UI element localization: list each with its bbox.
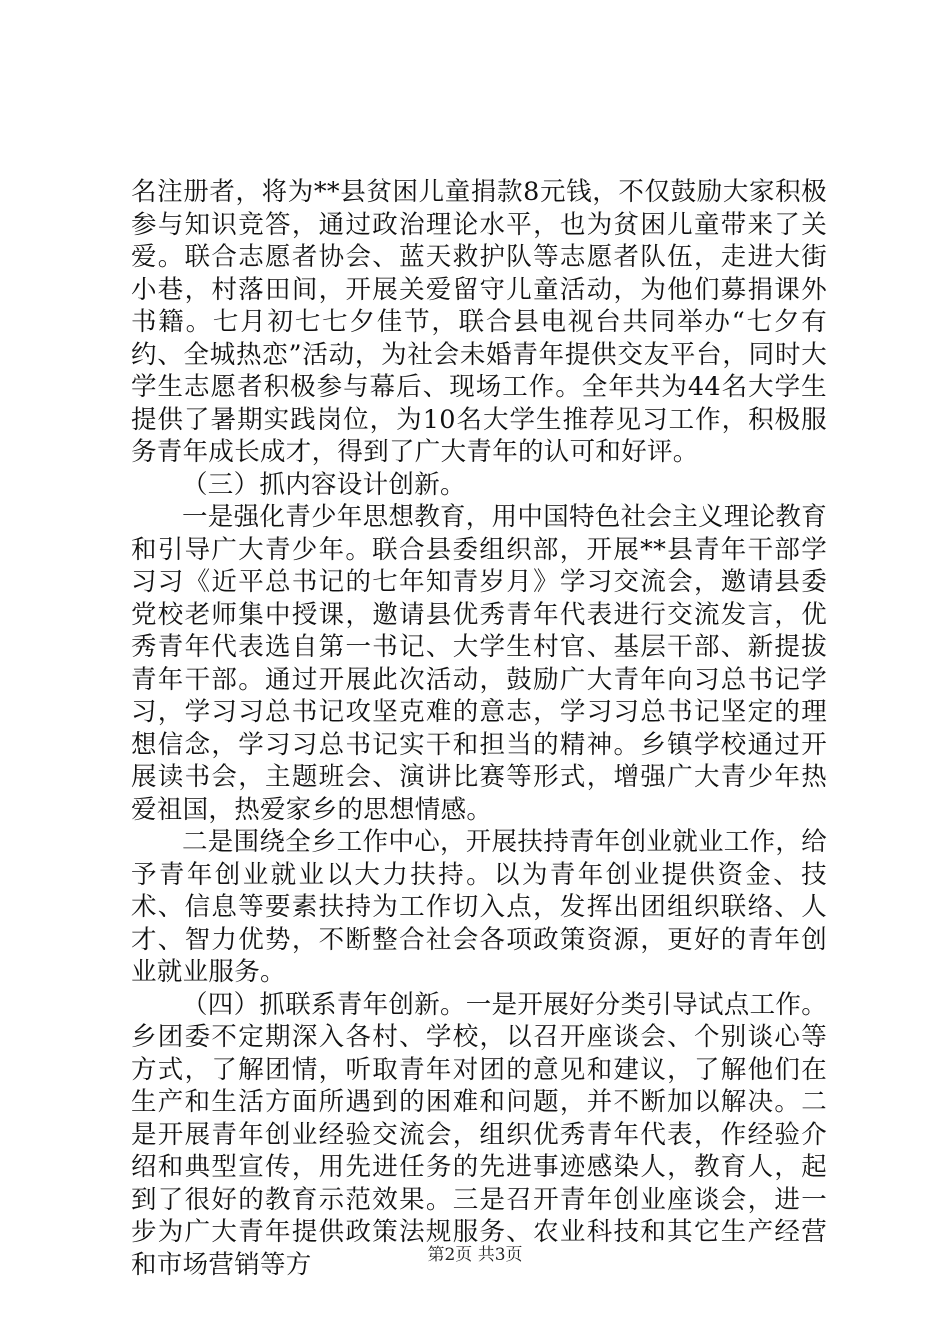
paragraph-volunteer-activities: 名注册者，将为**县贫困儿童捐款8元钱，不仅鼓励大家积极参与知识竞答，通过政治理论水平，也为贫困儿童带来了关爱。联合志愿者协会、蓝天救护队等志愿者队伍，走进大街小巷，村落田间，开展关爱留守儿童活动，为他们募捐课外书籍。七月初七七夕佳节，联合县电视台共同举办“七夕有约、全城热恋”活动，为社会未婚青年提供交友平台，同时大学生志愿者积极参与幕后、现场工作。全年共为44名大学生提供了暑期实践岗位，为10名大学生推荐见习工作，积极服务青年成长成才，得到了广大青年的认可和好评。 bbox=[131, 177, 827, 467]
section-heading-content-innovation: （三）抓内容设计创新。 bbox=[182, 469, 466, 500]
paragraph-youth-entrepreneurship: 二是围绕全乡工作中心，开展扶持青年创业就业工作，给予青年创业就业以大力扶持。以为青年创业提供资金、技术、信息等要素扶持为工作切入点，发挥出团组织联络、人才、智力优势，不断整合社会各项政策资源，更好的青年创业就业服务。 bbox=[131, 827, 828, 987]
paragraph-youth-education: 一是强化青少年思想教育，用中国特色社会主义理论教育和引导广大青少年。联合县委组织部，开展**县青年干部学习习《近平总书记的七年知青岁月》学习交流会，邀请县委党校老师集中授课，邀请县优秀青年代表进行交流发言，优秀青年代表选自第一书记、大学生村官、基层干部、新提拔青年干部。通过开展此次活动，鼓励广大青年向习总书记学习，学习习总书记攻坚克难的意志，学习习总书记坚定的理想信念，学习习总书记实干和担当的精神。乡镇学校通过开展读书会，主题班会、演讲比赛等形式，增强广大青少年热爱祖国，热爱家乡的思想情感。 bbox=[131, 502, 828, 825]
page-number-footer: 第2页 共3页 bbox=[427, 1245, 523, 1265]
document-body bbox=[131, 176, 827, 1281]
paragraph-youth-contact-innovation: （四）抓联系青年创新。一是开展好分类引导试点工作。乡团委不定期深入各村、学校，以召开座谈会、个别谈心等方式，了解团情，听取青年对团的意见和建议，了解他们在生产和生活方面所遇到的困难和问题，并不断加以解决。二是开展青年创业经验交流会，组织优秀青年代表，作经验介绍和典型宣传，用先进任务的先进事迹感染人，教育人，起到了很好的教育示范效果。三是召开青年创业座谈会，进一步为广大青年提供政策法规服务、农业科技和其它生产经营和市场营销等方 bbox=[131, 989, 828, 1280]
